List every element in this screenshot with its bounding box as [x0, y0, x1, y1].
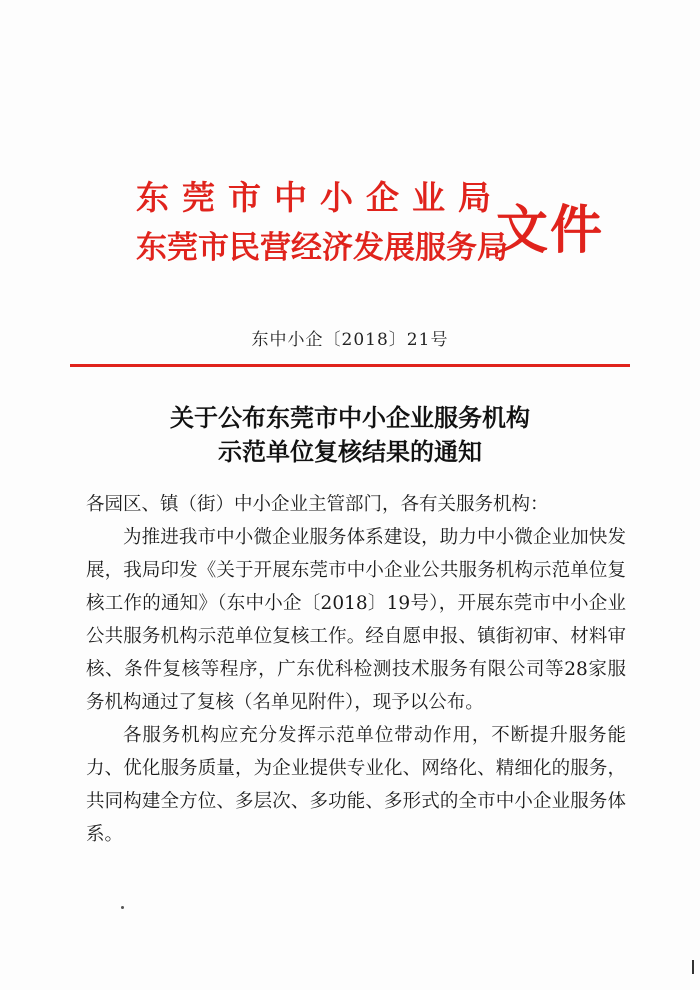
issuer-name-2: 东莞市民营经济发展服务局 — [136, 230, 508, 266]
notice-body — [86, 488, 626, 851]
scan-edge-mark — [692, 960, 694, 974]
notice-title-line-1: 关于公布东莞市中小企业服务机构 — [170, 404, 530, 432]
scan-speck — [121, 906, 124, 909]
body-paragraph-1: 为推进我市中小微企业服务体系建设，助力中小微企业加快发展，我局印发《关于开展东莞市中小企业公共服务机构示范单位复核工作的通知》（东中小企〔2018〕19号），开展东莞市中小企业公共服务机构示范单位复核工作。经自愿申报、镇街初审、材料审核、条件复核等程序，广东优科检测技术服务有限公司等28家服务机构通过了复核（名单见附件），现予以公布。 — [86, 527, 626, 713]
red-divider-line — [70, 364, 630, 367]
document-label: 文件 — [496, 201, 605, 261]
issuer-header — [136, 168, 606, 278]
notice-title-line-2: 示范单位复核结果的通知 — [218, 438, 482, 466]
body-paragraph-2: 各服务机构应充分发挥示范单位带动作用，不断提升服务能力、优化服务质量，为企业提供专业化、网络化、精细化的服务，共同构建全方位、多层次、多功能、多形式的全市中小企业服务体系。 — [86, 725, 626, 845]
issuer-name-1: 东莞市中小企业局 — [136, 178, 504, 217]
document-number: 东中小企〔2018〕21号 — [251, 330, 449, 350]
salutation: 各园区、镇（街）中小企业主管部门，各有关服务机构： — [86, 494, 549, 515]
